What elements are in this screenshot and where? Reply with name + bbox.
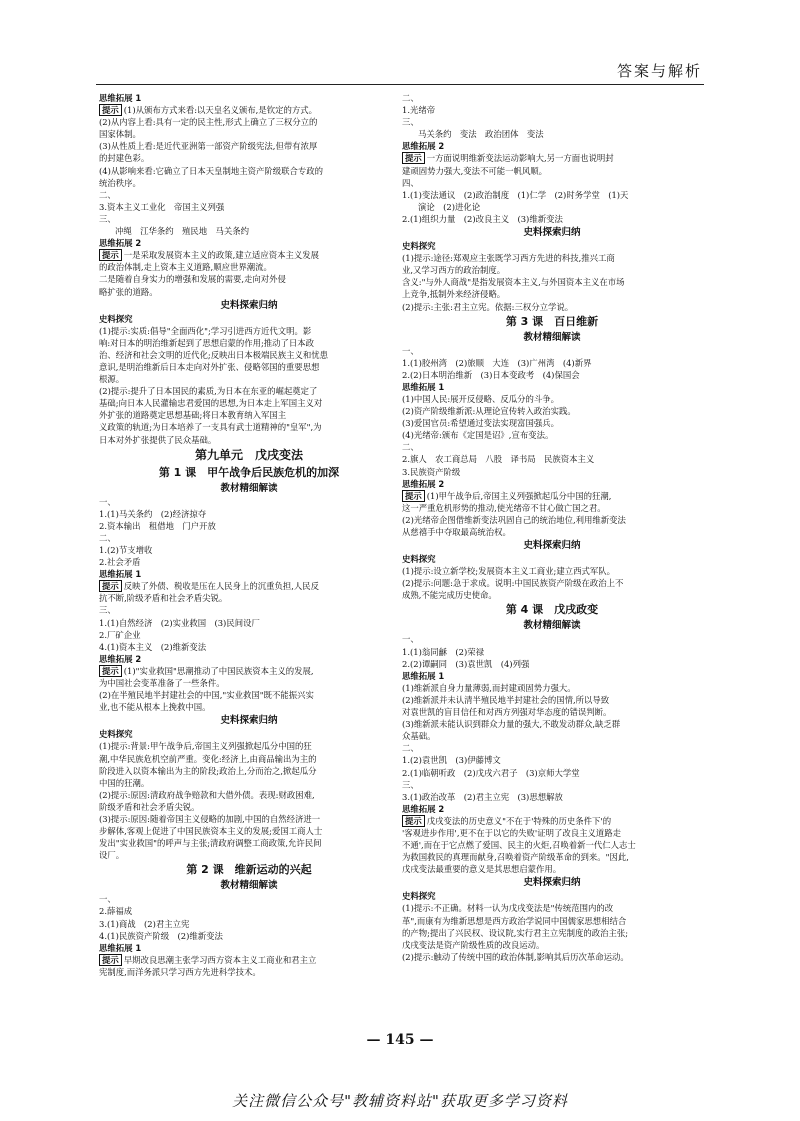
answer-line: 1.(1)自然经济 (2)实业救国 (3)民间设厂 xyxy=(99,617,260,628)
answer-line: (1)提示:设立新学校;发展资本主义工商业;建立西式军队。 xyxy=(402,566,615,577)
answer-line: (2)从内容上看:具有一定的民主性,形式上确立了三权分立的 xyxy=(99,117,318,128)
section-label: 思维拓展 1 xyxy=(99,942,142,953)
answer-line: 对袁世凯的盲目信任和对西方列强对华态度的错误判断。 xyxy=(402,707,612,718)
answer-line: 略扩张的道路。 xyxy=(99,286,158,297)
answer-line: 这一严重危机形势的推动,使光绪帝不甘心做亡国之君。 xyxy=(402,502,606,513)
answer-line: 2.(2)日本明治维新 (3)日本变政考 (4)保国会 xyxy=(402,369,580,380)
section-label: 史料探究 xyxy=(402,891,436,902)
answer-line: 1.(1)变法通议 (2)政治制度 (1)仁学 (2)时务学堂 (1)天 xyxy=(402,189,629,200)
answer-line: (2)提示:问题:急于求成。说明:中国民族资产阶级在政治上不 xyxy=(402,578,624,589)
answer-line xyxy=(99,665,399,677)
tip-label: 提示 xyxy=(99,580,122,592)
answer-line: (1)提示:途径:郑观应主张既学习西方先进的科技,推兴工商 xyxy=(402,253,615,264)
answer-line: 1.(1)翁同龢 (2)荣禄 xyxy=(402,646,484,657)
answer-line: 设厂。 xyxy=(99,850,125,861)
answer-line: 潮,中华民族危机空前严重。变化:经济上,由商品输出为主的 xyxy=(99,753,317,764)
answer-line: '客观进步作用',更不在于以它的失败'证明了改良主义道路走 xyxy=(402,827,621,838)
subsection-heading: 教材精细解读 xyxy=(220,880,278,892)
answer-line: 三、 xyxy=(402,117,419,128)
answer-line: 业,又学习西方的政治制度。 xyxy=(402,265,506,276)
answer-line: 2.旗人 农工商总局 八股 译书局 民族资本主义 xyxy=(402,454,595,465)
section-label: 思维拓展 2 xyxy=(402,478,445,489)
answer-line: 的政治体制,走上资本主义道路,顺应世界潮流。 xyxy=(99,262,272,273)
answer-line: 戊戌变法最重要的意义是其思想启蒙作用。 xyxy=(402,864,562,875)
answer-line: 4.(1)资本主义 (2)维新变法 xyxy=(99,641,207,652)
answer-line: 戊戌变法是资产阶级性质的改良运动。 xyxy=(402,939,545,950)
answer-line: 众基础。 xyxy=(402,731,436,742)
answer-line xyxy=(99,104,399,116)
subsection-heading: 史料探索归纳 xyxy=(523,540,581,552)
answer-line xyxy=(99,249,399,261)
answer-line xyxy=(402,490,702,502)
answer-line: 义政策的轨道;为日本培养了一支具有武士道精神的"皇军",为 xyxy=(99,422,322,433)
answer-line xyxy=(99,954,399,966)
answer-line: 基础;向日本人民灌输忠君爱国的思想,为日本走上军国主义对 xyxy=(99,398,323,409)
section-label: 思维拓展 2 xyxy=(99,238,142,249)
section-label: 思维拓展 2 xyxy=(402,141,445,152)
answer-text: (1)从颁布方式来看:以天皇名义颁布,是钦定的方式。 xyxy=(123,105,317,116)
answer-text: 反映了外债、税收是压在人民身上的沉重负担,人民反 xyxy=(123,581,320,592)
section-label: 思维拓展 1 xyxy=(99,93,142,103)
section-label: 史料探究 xyxy=(99,313,133,324)
answer-line: 1.(1)马关条约 (2)经济掠夺 xyxy=(99,508,207,519)
answer-line: 的产物;提出了兴民权、设议院,实行君主立宪制度的政治主张; xyxy=(402,927,629,938)
answer-line: 响:对日本的明治维新起到了思想启蒙的作用;推动了日本政 xyxy=(99,337,315,348)
unit-heading: 第九单元 戊戌变法 xyxy=(194,447,303,462)
answer-line: 宪制度,而洋务派只学习西方先进科学技术。 xyxy=(99,966,261,977)
answer-line: 3.(1)政治改革 (2)君主立宪 (3)思想解放 xyxy=(402,791,563,802)
page-number: — 145 — xyxy=(366,1032,434,1048)
tip-label: 提示 xyxy=(402,490,425,502)
answer-line: 日本对外扩张提供了民众基础。 xyxy=(99,434,217,445)
answer-line: 2.(1)临朝听政 (2)戊戌六君子 (3)京师大学堂 xyxy=(402,767,580,778)
answer-line: (1)提示:实质:倡导"全面西化";学习引进西方近代文明。影 xyxy=(99,325,312,336)
answer-line: (3)维新派未能认识到群众力量的强大,不敢发动群众,缺乏群 xyxy=(402,719,621,730)
answer-line: 1.光绪帝 xyxy=(402,105,436,116)
answer-line: 上竞争,抵制外来经济侵略。 xyxy=(402,289,506,300)
answer-line: 二、 xyxy=(402,93,419,103)
answer-line: 外扩张的道路奠定思想基础;将日本教育纳入军国主 xyxy=(99,410,287,421)
answer-line: (2)资产阶级维新派:从理论宣传转入政治实践。 xyxy=(402,406,576,417)
answer-line: 治、经济和社会文明的近代化;反映出日本极端民族主义和忧患 xyxy=(99,349,328,360)
lesson-heading: 第 3 课 百日维新 xyxy=(505,314,599,328)
tip-label: 提示 xyxy=(402,152,425,164)
answer-line: 2.(1)组织力量 (2)改良主义 (3)维新变法 xyxy=(402,213,563,224)
footer-note: 关注微信公众号"教辅资料站"获取更多学习资料 xyxy=(232,1092,568,1110)
answer-line: 二、 xyxy=(99,189,116,200)
answer-line: 演论 (2)进化论 xyxy=(418,201,481,212)
section-label: 史料探究 xyxy=(99,729,133,740)
answer-line: 的封建色彩。 xyxy=(99,153,150,164)
answer-line: 抗不断,阶级矛盾和社会矛盾尖锐。 xyxy=(99,593,228,604)
answer-line: 3.资本主义工业化 帝国主义列强 xyxy=(99,201,225,212)
left-column xyxy=(99,92,399,978)
answer-line: 阶级矛盾和社会矛盾尖锐。 xyxy=(99,801,200,812)
answer-line: 不通',而在于它点燃了爱国、民主的火炬,召唤着新一代仁人志士 xyxy=(402,840,636,851)
answer-line: 一、 xyxy=(402,345,419,356)
answer-line xyxy=(99,580,399,592)
answer-line: 阶段进入以资本输出为主的阶段;政治上,分而治之,掀起瓜分 xyxy=(99,765,317,776)
answer-line: 业,也不能从根本上挽救中国。 xyxy=(99,702,211,713)
answer-line: 2.(2)谭嗣同 (3)袁世凯 (4)列强 xyxy=(402,658,530,669)
answer-line: (1)中国人民:展开反侵略、反瓜分的斗争。 xyxy=(402,393,560,404)
section-label: 思维拓展 2 xyxy=(402,803,445,814)
answer-line: 含义:"与外人商战"是指发展资本主义,与外国资本主义在市场 xyxy=(402,277,625,288)
subsection-heading: 教材精细解读 xyxy=(523,620,581,632)
answer-text: 一是采取发展资本主义的政策,建立适应资本主义发展 xyxy=(123,250,320,261)
lesson-heading: 第 4 课 戊戌政变 xyxy=(505,603,599,617)
answer-line: (1)提示:背景:甲午战争后,帝国主义列强掀起瓜分中国的狂 xyxy=(99,741,312,752)
answer-line: (3)爱国官员:希望通过变法实现富国强兵。 xyxy=(402,418,560,429)
answer-line: (2)光绪帝企图借维新变法巩固自己的统治地位,利用维新变法 xyxy=(402,514,626,525)
answer-line: 马关条约 变法 政治团体 变法 xyxy=(418,129,544,140)
answer-line: 四、 xyxy=(402,177,419,188)
section-label: 思维拓展 2 xyxy=(99,653,142,664)
section-label: 思维拓展 1 xyxy=(99,569,142,580)
answer-line: 1.(1)胶州湾 (2)旅顺 大连 (3)广州湾 (4)新界 xyxy=(402,357,592,368)
answer-line: 冲绳 江华条约 殖民地 马关条约 xyxy=(115,226,249,237)
answer-line: 二、 xyxy=(402,442,419,453)
answer-line: 3.(1)商战 (2)君主立宪 xyxy=(99,918,190,929)
answer-line: (2)维新派并未认清半殖民地半封建社会的国情,所以导致 xyxy=(402,694,610,705)
answer-line: 一、 xyxy=(99,496,116,507)
answer-line: (1)提示:不正确。材料一认为戊戌变法是"传统范围内的改 xyxy=(402,903,614,914)
answer-line: (2)提示:提升了日本国民的素质,为日本在东亚的崛起奠定了 xyxy=(99,386,318,397)
section-label: 思维拓展 1 xyxy=(402,670,445,681)
answer-line: 根源。 xyxy=(99,374,125,385)
answer-line: 国家体制。 xyxy=(99,129,141,140)
answer-line: 2.厂矿企业 xyxy=(99,629,141,640)
answer-line: 步解体,客观上促进了中国民族资本主义的发展;爱国工商人士 xyxy=(99,826,323,837)
answer-line: 统治秩序。 xyxy=(99,177,141,188)
section-label: 思维拓展 1 xyxy=(402,381,445,392)
answer-line: 二、 xyxy=(402,743,419,754)
tip-label: 提示 xyxy=(99,665,122,677)
answer-line: 2.薛福成 xyxy=(99,906,133,917)
answer-line: (2)在半殖民地半封建社会的中国,"实业救国"既不能振兴实 xyxy=(99,690,314,701)
answer-line: 从慈禧手中夺取最高统治权。 xyxy=(402,527,511,537)
answer-text: 戊戌变法的历史意义"不在于'特殊的历史条件下'的 xyxy=(426,815,612,826)
answer-line: 一、 xyxy=(402,634,419,645)
answer-line: 1.(2)节支增收 xyxy=(99,545,153,555)
answer-line: (4)从影响来看:它确立了日本天皇制地主资产阶级联合专政的 xyxy=(99,165,324,176)
answer-line xyxy=(402,152,702,164)
lesson-heading: 第 1 课 甲午战争后民族危机的加深 xyxy=(158,465,340,479)
answer-line: (4)光绪帝:颁布《定国是诏》,宣布变法。 xyxy=(402,430,554,441)
tip-label: 提示 xyxy=(99,954,122,966)
answer-text: (1)"实业救国"思潮推动了中国民族资本主义的发展, xyxy=(123,665,314,676)
subsection-heading: 史料探索归纳 xyxy=(220,299,278,311)
answer-line: 4.(1)民族资产阶级 (2)维新变法 xyxy=(99,930,223,941)
answer-line: (2)提示:原因:清政府战争赔款和大借外债。表现:财政困难, xyxy=(99,789,315,800)
tip-label: 提示 xyxy=(99,249,122,261)
header-rule xyxy=(96,84,704,85)
answer-line: 1.(2)袁世凯 (3)伊藤博文 xyxy=(402,755,501,766)
answer-line: 革",而康有为维新思想是西方政治学说同中国儒家思想相结合 xyxy=(402,915,627,926)
answer-line: (3)从性质上看:是近代亚洲第一部资产阶级宪法,但带有浓厚 xyxy=(99,141,318,152)
answer-line: 为中国社会变革准备了一些条件。 xyxy=(99,678,225,689)
answer-line: 3.民族资产阶级 xyxy=(402,466,461,477)
answer-line: (1)维新派自身力量薄弱,而封建顽固势力强大。 xyxy=(402,682,576,693)
tip-label: 提示 xyxy=(402,815,425,827)
answer-line: 二是随着自身实力的增强和发展的需要,走向对外侵 xyxy=(99,274,286,285)
answer-line: 2.资本输出 租借地 门户开放 xyxy=(99,520,216,531)
answer-line: 三、 xyxy=(99,605,116,616)
answer-line: 三、 xyxy=(99,213,116,224)
answer-line xyxy=(402,815,702,827)
section-label: 史料探究 xyxy=(402,241,436,252)
answer-line: 三、 xyxy=(402,779,419,790)
subsection-heading: 史料探索归纳 xyxy=(523,877,581,889)
answer-line: (3)提示:原因:随着帝国主义侵略的加剧,中国的自然经济进一 xyxy=(99,813,321,824)
answer-line: 成熟,不能完成历史使命。 xyxy=(402,590,497,601)
subsection-heading: 教材精细解读 xyxy=(523,331,581,343)
lesson-heading: 第 2 课 维新运动的兴起 xyxy=(186,863,312,877)
answer-line: 二、 xyxy=(99,532,116,543)
answer-line: 建顽固势力强大,变法不可能一帆风顺。 xyxy=(402,165,548,176)
answer-line: 一、 xyxy=(99,894,116,905)
answer-line: (2)提示:触动了传统中国的政治体制,影响其后历次革命运动。 xyxy=(402,951,629,962)
right-column xyxy=(402,92,702,963)
answer-line: 中国的狂潮。 xyxy=(99,777,150,788)
answer-line: (2)提示:主张:君主立宪。依据:三权分立学说。 xyxy=(402,301,574,312)
answer-text: (1)甲午战争后,帝国主义列强掀起瓜分中国的狂潮, xyxy=(426,490,612,501)
subsection-heading: 教材精细解读 xyxy=(220,482,278,494)
answer-line: 发出"实业救国"的呼声与主张;清政府调整工商政策,允许民间 xyxy=(99,838,322,849)
section-label: 史料探究 xyxy=(402,554,436,565)
subsection-heading: 史料探索归纳 xyxy=(523,227,581,239)
tip-label: 提示 xyxy=(99,104,122,116)
answer-line: 2.社会矛盾 xyxy=(99,557,141,568)
subsection-heading: 史料探索归纳 xyxy=(220,715,278,727)
answer-text: 早期改良思潮主张学习西方资本主义工商业和君主立 xyxy=(123,954,317,965)
answer-line: 意识,是明治维新后日本走向对外扩张、侵略邻国的重要思想 xyxy=(99,361,320,372)
answer-line: 为救国救民的真理而献身,召唤着资产阶级革命的到来。"因此, xyxy=(402,852,629,863)
answer-text: 一方面说明维新变法运动影响大,另一方面也说明封 xyxy=(426,153,614,164)
header-title: 答案与解析 xyxy=(616,62,702,80)
